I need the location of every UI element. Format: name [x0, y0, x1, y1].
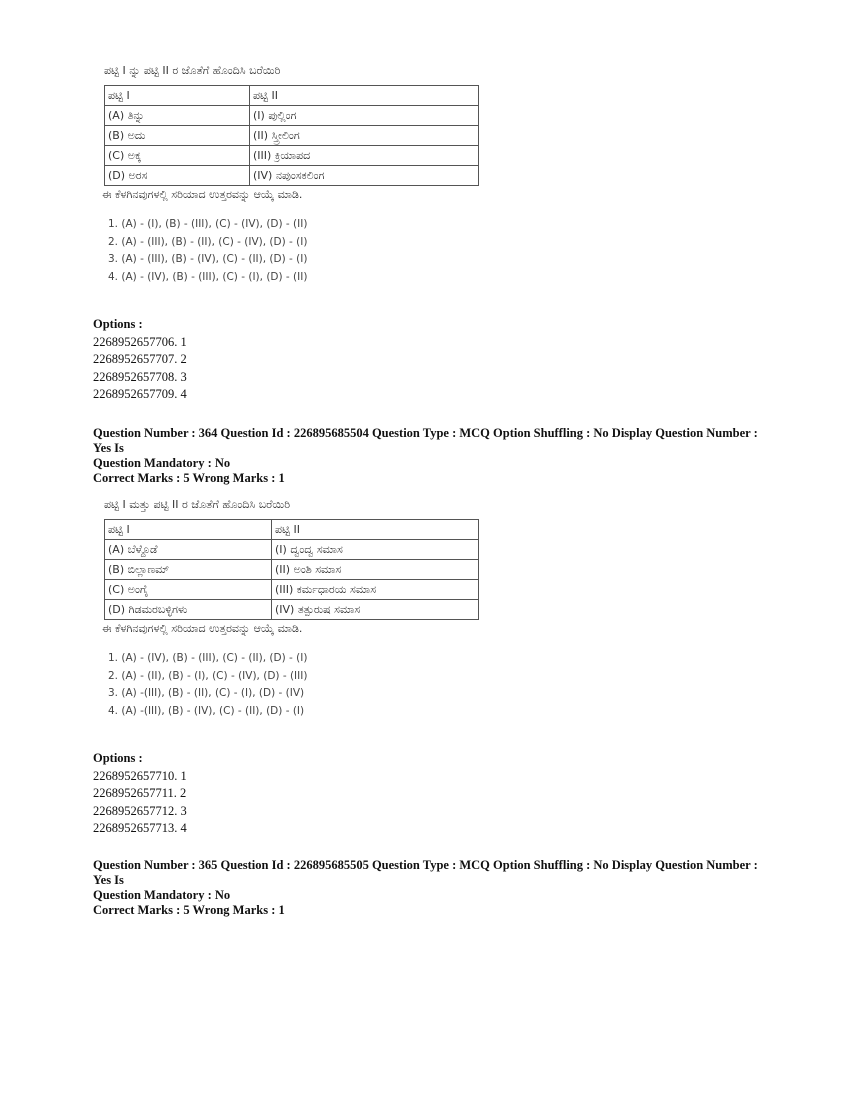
table-cell: (III) ಕರ್ಮಧಾರಯ ಸಮಾಸ	[272, 580, 479, 600]
table-row	[105, 166, 479, 186]
table-cell: (A) ತಿನ್ನು	[105, 106, 250, 126]
option-item: 2268952657710. 1	[93, 768, 187, 783]
table-row	[105, 580, 479, 600]
table-row	[105, 146, 479, 166]
match-table	[104, 519, 479, 620]
table-row	[105, 540, 479, 560]
option-item: 2268952657707. 2	[93, 352, 187, 366]
answer-choices	[108, 216, 504, 286]
table-cell: (C) ಅಕ್ಕ	[105, 146, 250, 166]
table-row	[105, 86, 479, 106]
options-list	[93, 750, 187, 838]
table-row	[105, 520, 479, 540]
option-item: 2268952657712. 3	[93, 803, 187, 818]
question-365-meta	[93, 858, 773, 918]
question-363-body	[104, 64, 504, 286]
table-cell: (II) ಅಂಶಿ ಸಮಾಸ	[272, 560, 479, 580]
option-item: 2268952657708. 3	[93, 369, 187, 384]
table-row	[105, 106, 479, 126]
answer-choice: 3. (A) -(III), (B) - (II), (C) - (I), (D) - (IV)	[108, 687, 305, 699]
table-row	[105, 126, 479, 146]
question-364-meta	[93, 426, 773, 486]
answer-choice: 4. (A) -(III), (B) - (IV), (C) - (II), (D) - (I)	[108, 704, 305, 717]
table-cell: (I) ದ್ವಂದ್ವ ಸಮಾಸ	[272, 540, 479, 560]
table-cell: (D) ಗಿಡಮರಬಳ್ಳಿಗಳು	[105, 600, 272, 620]
question-instruction: ಪಟ್ಟಿ I ಮತ್ತು ಪಟ್ಟಿ II ರ ಜೊತೆಗೆ ಹೊಂದಿಸಿ ಬರೆಯಿರಿ	[104, 498, 291, 511]
options-heading: Options :	[93, 317, 143, 331]
option-item: 2268952657711. 2	[93, 786, 187, 800]
table-cell: ಪಟ್ಟಿ I	[105, 86, 250, 106]
answer-choice: 3. (A) - (III), (B) - (IV), (C) - (II), (D) - (I)	[108, 253, 308, 265]
table-cell: (IV) ತತ್ಪುರುಷ ಸಮಾಸ	[272, 600, 479, 620]
table-cell: (C) ಅಂಗೈ	[105, 580, 272, 600]
options-list	[93, 316, 187, 404]
answer-choice: 4. (A) - (IV), (B) - (III), (C) - (I), (D) - (II)	[108, 270, 308, 283]
table-cell: (II) ಸ್ತ್ರೀಲಿಂಗ	[250, 126, 479, 146]
table-cell: ಪಟ್ಟಿ II	[272, 520, 479, 540]
answer-choice: 2. (A) - (II), (B) - (I), (C) - (IV), (D) - (III)	[108, 669, 308, 682]
answer-choice: 1. (A) - (IV), (B) - (III), (C) - (II), (D) - (I)	[108, 652, 308, 664]
table-cell: (A) ಬೆಳ್ದೊಡೆ	[105, 540, 272, 560]
answer-choice: 2. (A) - (III), (B) - (II), (C) - (IV), (D) - (I)	[108, 235, 308, 248]
option-item: 2268952657709. 4	[93, 387, 187, 401]
table-cell: (D) ಅರಸ	[105, 166, 250, 186]
question-meta-line: Question Number : 365 Question Id : 226895685505 Question Type : MCQ Option Shuffling : No Display Question Number : Yes Is	[93, 858, 758, 887]
question-meta-line: Question Mandatory : No	[93, 888, 231, 902]
match-table	[104, 85, 479, 186]
table-cell: (I) ಪುಲ್ಲಿಂಗ	[250, 106, 479, 126]
table-cell: ಪಟ್ಟಿ I	[105, 520, 272, 540]
table-cell: (B) ಬಿಲ್ಲಾಣಮ್	[105, 560, 272, 580]
table-row	[105, 600, 479, 620]
option-item: 2268952657706. 1	[93, 334, 187, 349]
question-364-body	[104, 498, 504, 720]
table-cell: ಪಟ್ಟಿ II	[250, 86, 479, 106]
answer-choice: 1. (A) - (I), (B) - (III), (C) - (IV), (D) - (II)	[108, 218, 308, 230]
question-meta-line: Question Mandatory : No	[93, 456, 231, 470]
question-prompt: ಈ ಕೆಳಗಿನವುಗಳಲ್ಲಿ ಸರಿಯಾದ ಉತ್ತರವನ್ನು ಆಯ್ಕೆ ಮಾಡಿ.	[102, 622, 303, 635]
answer-choices	[108, 650, 504, 720]
table-cell: (B) ಅದು	[105, 126, 250, 146]
question-meta-line: Correct Marks : 5 Wrong Marks : 1	[93, 471, 285, 485]
option-item: 2268952657713. 4	[93, 821, 187, 835]
options-heading: Options :	[93, 751, 143, 765]
question-meta-line: Question Number : 364 Question Id : 226895685504 Question Type : MCQ Option Shuffling : No Display Question Number : Yes Is	[93, 426, 758, 455]
table-cell: (IV) ನಪುಂಸಕಲಿಂಗ	[250, 166, 479, 186]
question-prompt: ಈ ಕೆಳಗಿನವುಗಳಲ್ಲಿ ಸರಿಯಾದ ಉತ್ತರವನ್ನು ಆಯ್ಕೆ ಮಾಡಿ.	[102, 188, 303, 201]
question-instruction: ಪಟ್ಟಿ I ನ್ನು ಪಟ್ಟಿ II ರ ಜೊತೆಗೆ ಹೊಂದಿಸಿ ಬರೆಯಿರಿ	[104, 64, 281, 77]
question-meta-line: Correct Marks : 5 Wrong Marks : 1	[93, 903, 285, 917]
table-row	[105, 560, 479, 580]
table-cell: (III) ಕ್ರಿಯಾಪದ	[250, 146, 479, 166]
